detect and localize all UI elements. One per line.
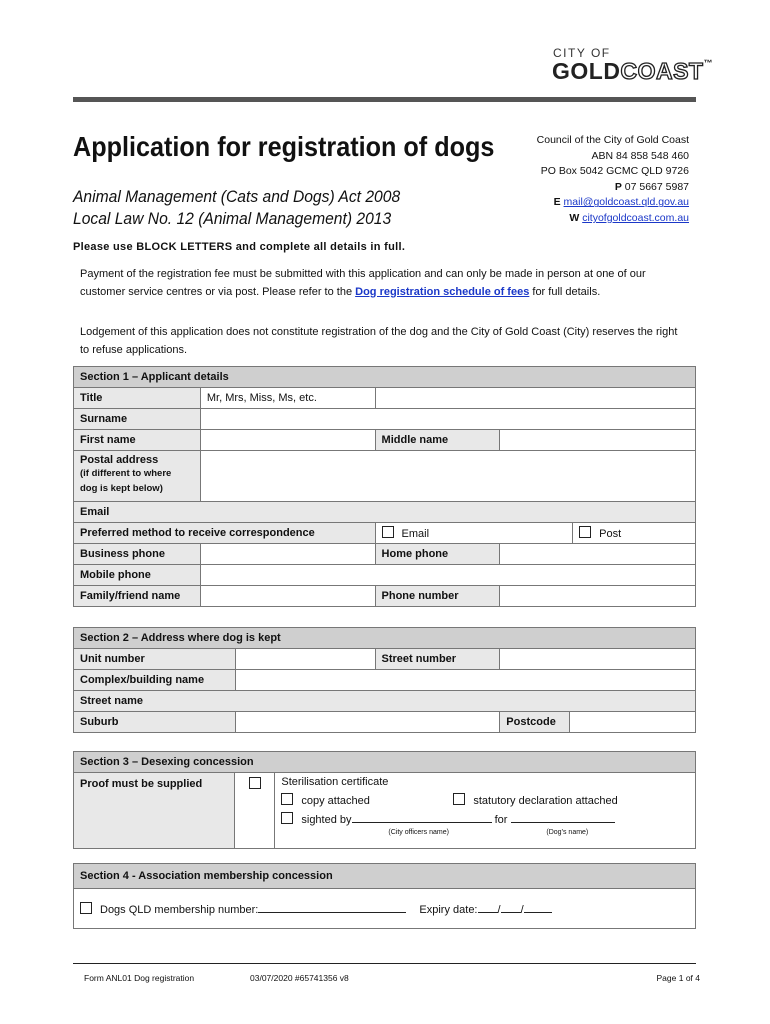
for-label: for [494,814,508,826]
logo-coast: COAST [620,58,704,84]
title-options-hint: Mr, Mrs, Miss, Ms, etc. [200,388,375,409]
membership-row: Dogs QLD membership number: Expiry date: / / [74,889,696,929]
membership-checkbox[interactable] [80,902,92,914]
payment-paragraph: Payment of the registration fee must be submitted with this application and can only be made in person at one of our customer service centres or via post. Please refer to the Dog registration schedule of fees for full details. [80,268,646,298]
city-of-gold-coast-logo [552,58,713,85]
dog-name-caption: (Dog’s name) [546,829,589,836]
sighted-by-line[interactable] [352,812,492,823]
first-name-field[interactable] [200,430,375,451]
street-number-label: Street number [375,649,500,670]
expiry-label: Expiry date: [419,903,478,916]
business-phone-label: Business phone [74,544,201,565]
logo-trademark: ™ [703,58,713,68]
council-email: E mail@goldcoast.qld.gov.au [553,196,689,209]
option-email[interactable]: Email [375,523,573,544]
council-name: Council of the City of Gold Coast [536,134,689,146]
title-label: Title [74,388,201,409]
middle-name-field[interactable] [500,430,696,451]
unit-number-field[interactable] [235,649,375,670]
title-field[interactable] [375,388,695,409]
logo-city-of: CITY OF [553,46,611,60]
sterilisation-label: Sterilisation certificate [281,776,389,788]
act-line-1: Animal Management (Cats and Dogs) Act 2008 [73,187,401,206]
copy-attached-checkbox[interactable] [281,793,293,805]
complex-name-label: Complex/building name [74,670,236,691]
preferred-correspondence-label: Preferred method to receive correspondence [74,523,376,544]
postal-address-field[interactable] [200,451,695,502]
sighted-by-label: sighted by [301,814,352,826]
council-email-link[interactable]: mail@goldcoast.qld.gov.au [563,196,689,209]
expiry-month-line[interactable] [501,902,521,913]
home-phone-label: Home phone [375,544,500,565]
email-checkbox[interactable] [382,526,394,538]
dog-name-line[interactable] [511,812,615,823]
phone-number-field[interactable] [500,586,696,607]
postcode-label: Postcode [500,712,570,733]
council-contact [537,133,689,227]
legislation-reference [73,186,400,230]
section-4-association [73,863,696,929]
council-abn: ABN 84 858 548 460 [591,149,689,162]
footer-reference: 03/07/2020 #65741356 v8 [250,973,349,983]
statutory-declaration-label: statutory declaration attached [473,795,618,807]
statutory-declaration-checkbox[interactable] [453,793,465,805]
fees-schedule-link[interactable]: Dog registration schedule of fees [355,285,530,298]
copy-attached-label: copy attached [301,795,370,807]
email-label: Email [74,502,696,523]
membership-number-line[interactable] [258,902,406,913]
section-1-heading: Section 1 – Applicant details [74,367,696,388]
lodgement-paragraph: Lodgement of this application does not constitute registration of the dog and the City of Gold Coast (City) reserves the right to refuse applications. [80,326,678,356]
desexing-checkbox-cell [235,773,275,849]
membership-label: Dogs QLD membership number: [100,903,259,916]
footer-rule [73,963,696,964]
expiry-year-line[interactable] [524,902,552,913]
city-officer-caption: (City officers name) [388,829,449,836]
act-line-2: Local Law No. 12 (Animal Management) 2013 [73,209,392,228]
complex-name-field[interactable] [235,670,695,691]
postcode-field[interactable] [570,712,696,733]
mobile-phone-label: Mobile phone [74,565,201,586]
footer-form-name: Form ANL01 Dog registration [84,973,195,983]
post-checkbox[interactable] [579,526,591,538]
option-post[interactable]: Post [573,523,696,544]
logo-gold: GOLD [552,58,621,84]
mobile-phone-field[interactable] [200,565,695,586]
family-friend-name-label: Family/friend name [74,586,201,607]
section-3-desexing [73,751,696,849]
council-web-link[interactable]: cityofgoldcoast.com.au [582,211,689,224]
sterilisation-details [275,773,696,849]
home-phone-field[interactable] [500,544,696,565]
middle-name-label: Middle name [375,430,500,451]
sighted-by-checkbox[interactable] [281,812,293,824]
page-title: Application for registration of dogs [73,131,495,162]
proof-label: Proof must be supplied [74,773,235,849]
phone-number-label: Phone number [375,586,500,607]
unit-number-label: Unit number [74,649,236,670]
section-1-applicant-details [73,366,696,607]
postal-address-label: Postal address (if different to where dog is kept below) [74,451,201,502]
section-2-dog-address [73,627,696,733]
street-name-label: Street name [74,691,696,712]
surname-label: Surname [74,409,201,430]
street-number-field[interactable] [500,649,696,670]
block-letters-notice: Please use BLOCK LETTERS and complete all details in full. [73,241,406,253]
surname-field[interactable] [200,409,695,430]
business-phone-field[interactable] [200,544,375,565]
council-po-box: PO Box 5042 GCMC QLD 9726 [540,165,689,178]
section-3-heading: Section 3 – Desexing concession [74,752,696,773]
expiry-day-line[interactable] [478,902,498,913]
desexing-checkbox[interactable] [249,777,261,789]
suburb-field[interactable] [235,712,499,733]
council-phone: P 07 5667 5987 [614,180,689,193]
family-friend-name-field[interactable] [200,586,375,607]
section-2-heading: Section 2 – Address where dog is kept [74,628,696,649]
first-name-label: First name [74,430,201,451]
footer-page-number: Page 1 of 4 [656,973,700,983]
section-4-heading: Section 4 - Association membership concession [74,864,696,889]
header-rule [73,97,696,102]
council-web: W cityofgoldcoast.com.au [569,211,689,224]
suburb-label: Suburb [74,712,236,733]
